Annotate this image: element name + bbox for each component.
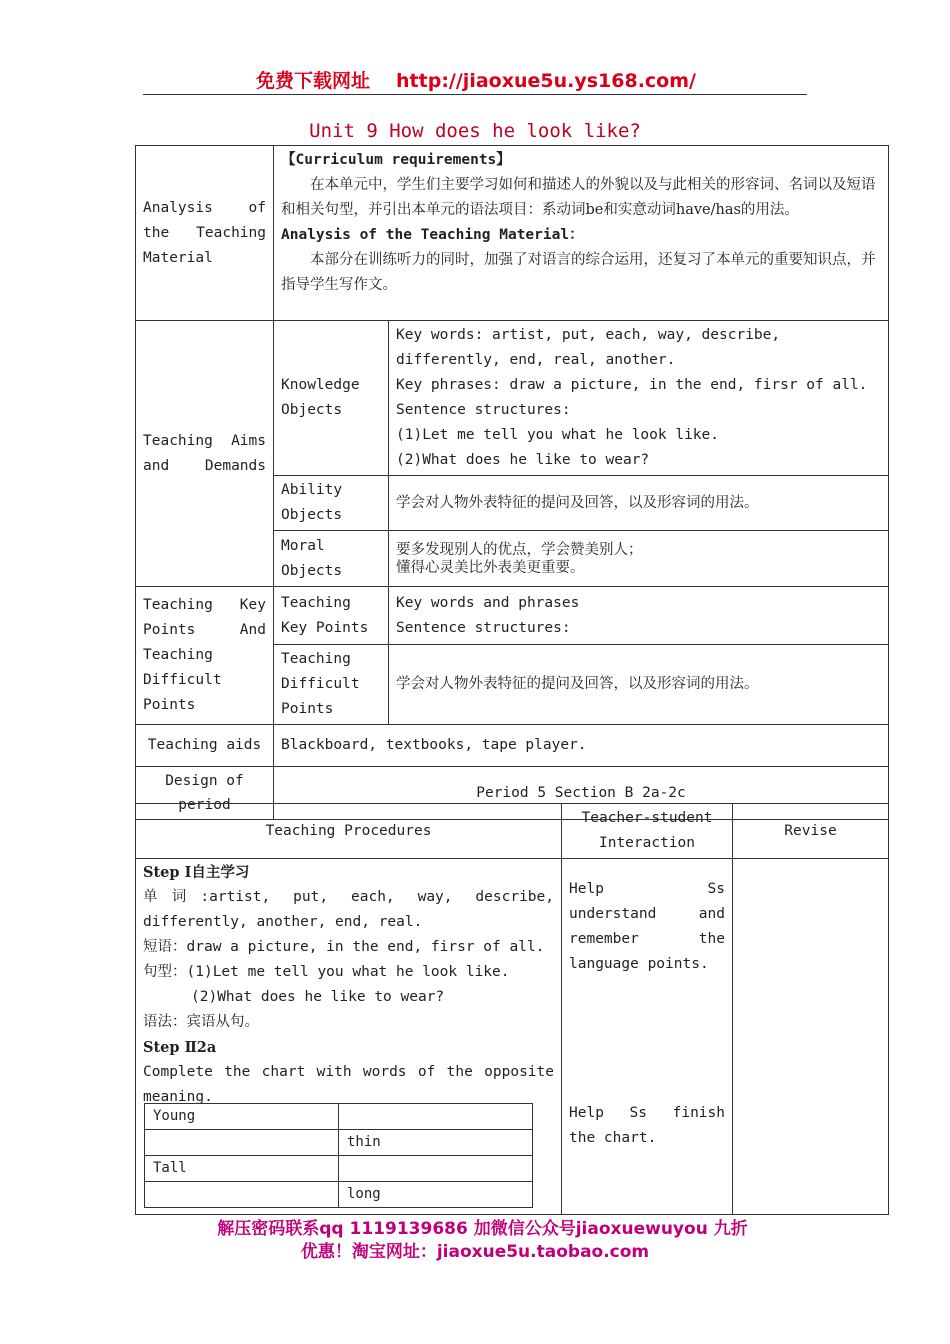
knowledge-line: (1)Let me tell you what he look like. — [396, 427, 720, 443]
difficult-points-text: 学会对人物外表特征的提问及回答，以及形容词的用法。 — [389, 645, 889, 725]
chart-cell: Tall — [145, 1156, 339, 1182]
header-label: 免费下载网址 — [256, 70, 371, 92]
chart-cell — [145, 1182, 339, 1208]
moral-line: 懂得心灵美比外表美更重要。 — [396, 559, 585, 576]
chart-row — [145, 1182, 533, 1208]
step1-sentence: (2)What does he like to wear? — [191, 989, 445, 1005]
step1-sentence: 句型：(1)Let me tell you what he look like. — [143, 964, 510, 980]
curriculum-heading: 【Curriculum requirements】 — [281, 152, 511, 168]
chart-row — [145, 1156, 533, 1182]
chart-cell — [339, 1104, 533, 1130]
chart-row — [145, 1104, 533, 1130]
header-url-link[interactable]: http://jiaoxue5u.ys168.com/ — [396, 70, 696, 92]
ability-label: Ability Objects — [274, 476, 389, 531]
page-footer — [0, 1218, 950, 1264]
interaction-header: Teacher-student Interaction — [562, 804, 733, 859]
key-points-label: Teaching Key Points — [274, 587, 389, 645]
step1-title: Step Ⅰ自主学习 — [143, 864, 250, 881]
procedures-header: Teaching Procedures — [136, 804, 562, 859]
chart-cell: thin — [339, 1130, 533, 1156]
analysis-content — [274, 146, 889, 321]
ability-text: 学会对人物外表特征的提问及回答，以及形容词的用法。 — [389, 476, 889, 531]
chart-cell: Young — [145, 1104, 339, 1130]
key-points-line: Key words and phrases — [396, 594, 580, 611]
step2-title: Step Ⅱ2a — [143, 1039, 217, 1056]
interaction-note: Help Ss understand and remember the language points. — [569, 881, 725, 972]
moral-line: 要多发现别人的优点，学会赞美别人； — [396, 541, 643, 558]
keypoints-label: Teaching Key Points And Teaching Difficult Points — [136, 587, 274, 725]
knowledge-label: Knowledge Objects — [274, 321, 389, 476]
knowledge-line: Sentence structures: — [396, 402, 571, 418]
page-header — [145, 66, 807, 93]
step2-instruction: Complete the chart with words of the opposite meaning. — [143, 1064, 554, 1105]
opposites-chart — [144, 1103, 533, 1208]
difficult-points-label: Teaching Difficult Points — [274, 645, 389, 725]
key-points-content — [389, 587, 889, 645]
aids-label: Teaching aids — [136, 725, 274, 767]
knowledge-line: Key phrases: draw a picture, in the end, firsr of all. — [396, 377, 868, 393]
chart-cell — [145, 1130, 339, 1156]
revise-header: Revise — [733, 804, 889, 859]
step1-words: 单词:artist, put, each, way, describe, differently, another, end, real. — [143, 889, 554, 930]
footer-contact: 解压密码联系qq 1119139686 加微信公众号jiaoxuewuyou 九折 — [217, 1219, 748, 1239]
footer-shop: 优惠！淘宝网址：jiaoxue5u.taobao.com — [300, 1242, 650, 1262]
interaction-content — [562, 859, 733, 1215]
header-divider — [143, 94, 807, 95]
chart-row — [145, 1130, 533, 1156]
step1-phrases: 短语：draw a picture, in the end, firsr of all. — [143, 939, 545, 955]
interaction-note: Help Ss finish the chart. — [569, 1105, 725, 1146]
curriculum-text: 在本单元中，学生们主要学习如何和描述人的外貌以及与此相关的形容词、名词以及短语和相关句型，并引出本单元的语法项目：系动词be和实意动词have/has的用法。 — [281, 177, 876, 218]
moral-content — [389, 531, 889, 587]
aims-label: Teaching Aims and Demands — [136, 321, 274, 587]
lesson-plan-table — [135, 145, 889, 820]
key-points-line: Sentence structures: — [396, 619, 571, 636]
material-heading: Analysis of the Teaching Material： — [281, 227, 584, 243]
material-text: 本部分在训练听力的同时，加强了对语言的综合运用，还复习了本单元的重要知识点，并指导学生写作文。 — [281, 252, 876, 293]
moral-label: Moral Objects — [274, 531, 389, 587]
chart-cell: long — [339, 1182, 533, 1208]
design-label: Design of period — [136, 767, 274, 820]
document-title: Unit 9 How does he look like? — [309, 120, 641, 142]
analysis-label: Analysis of the Teaching Material — [136, 146, 274, 321]
step1-grammar: 语法：宾语从句。 — [143, 1014, 259, 1030]
knowledge-content — [389, 321, 889, 476]
aids-value: Blackboard, textbooks, tape player. — [274, 725, 889, 767]
revise-cell — [733, 859, 889, 1215]
chart-cell — [339, 1156, 533, 1182]
knowledge-line: Key words: artist, put, each, way, describe, differently, end, real, another. — [396, 327, 781, 368]
knowledge-line: (2)What does he like to wear? — [396, 452, 650, 468]
design-value: Period 5 Section B 2a-2c — [274, 767, 889, 820]
